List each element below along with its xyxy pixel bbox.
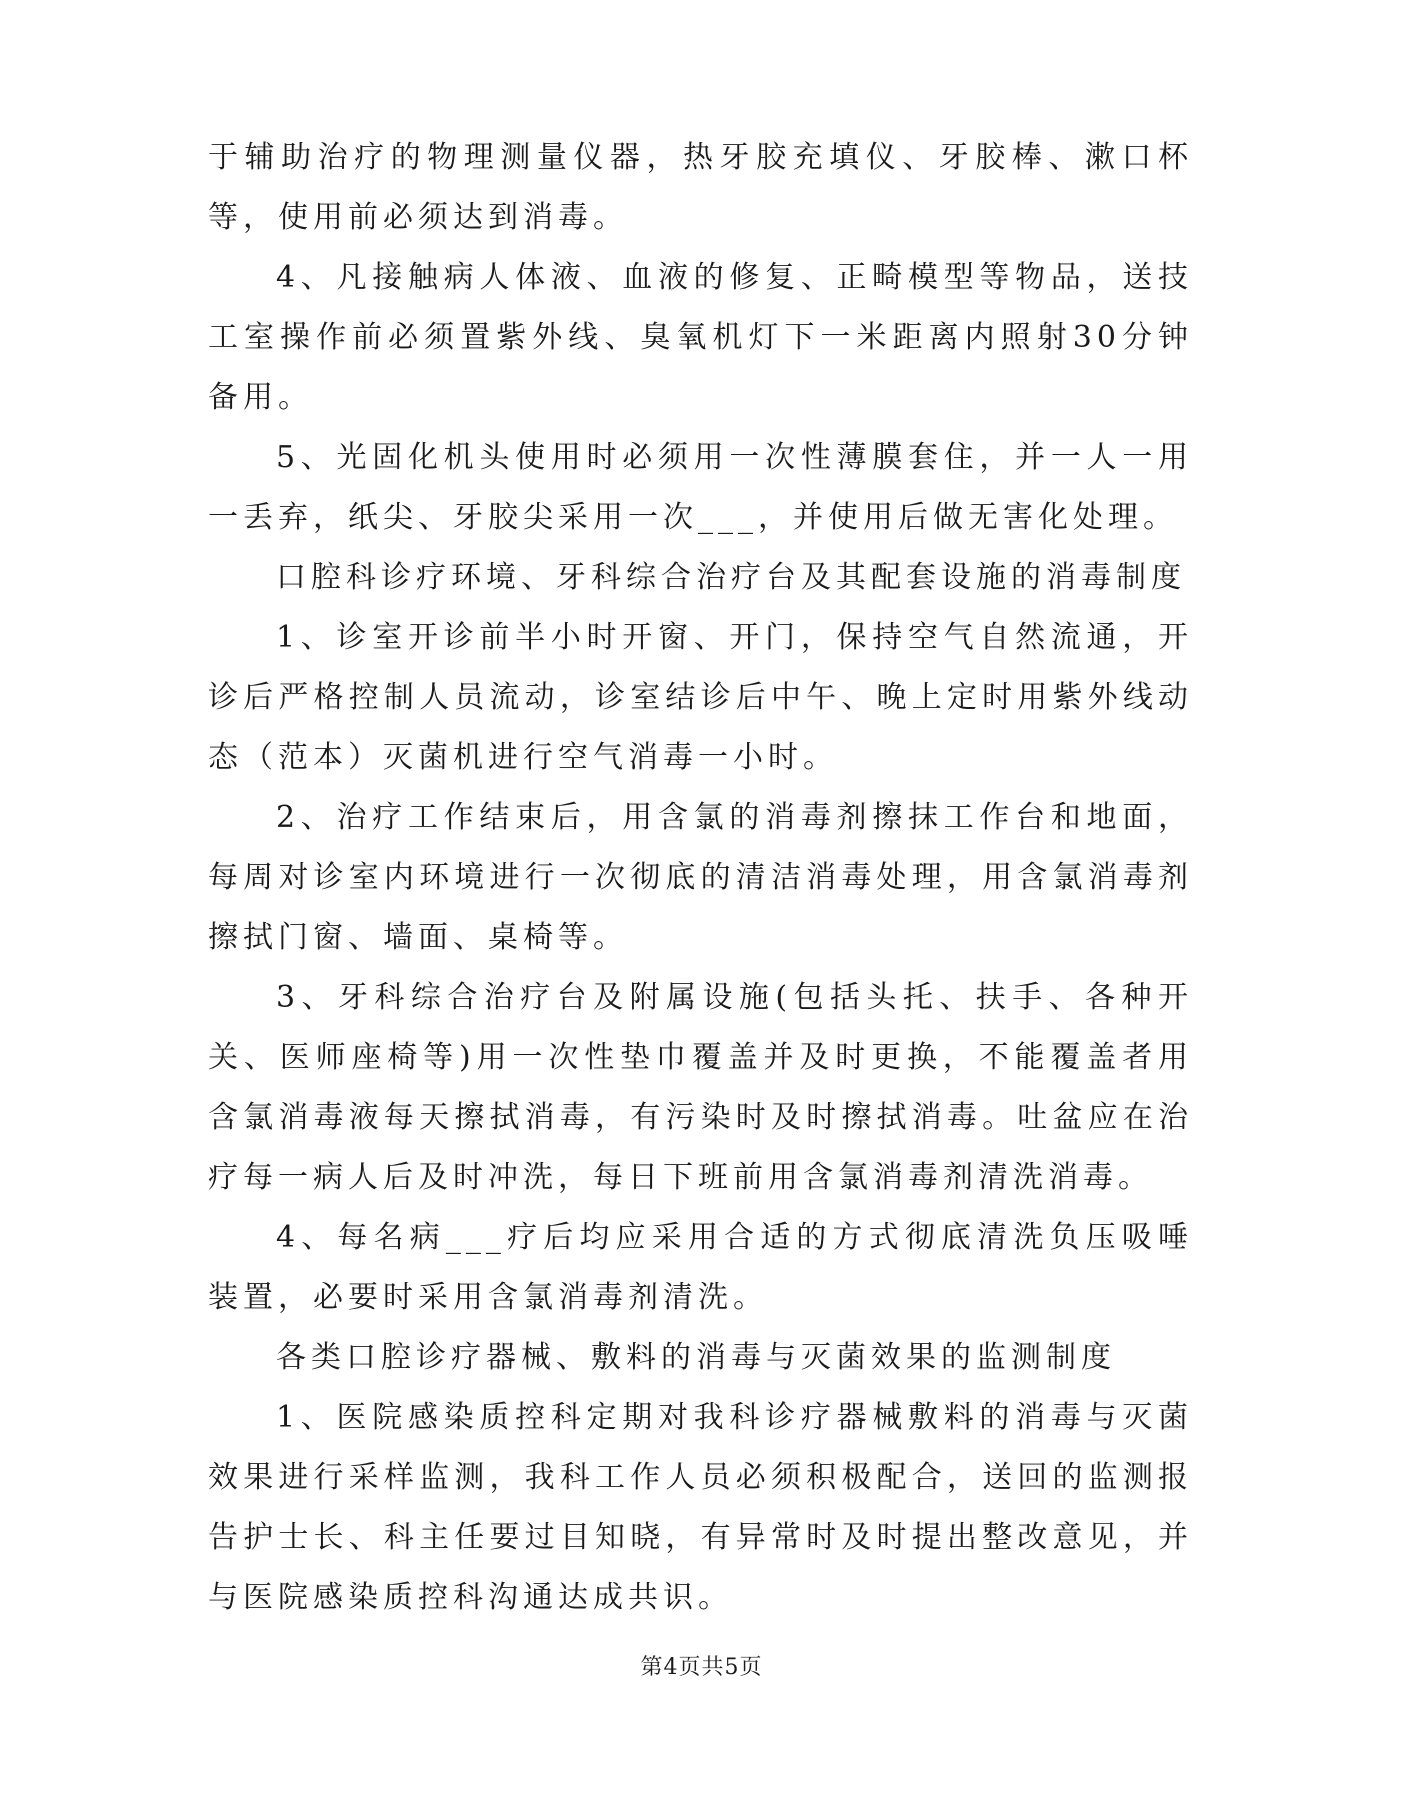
- paragraph-item-1-monitoring: 1、医院感染质控科定期对我科诊疗器械敷料的消毒与灭菌效果进行采样监测，我科工作人员必须积极配合，送回的监测报告护士长、科主任要过目知晓，有异常时及时提出整改意见，并与医院感染质控科沟通达成共识。: [208, 1400, 1193, 1615]
- paragraph-item-3-dental-unit: 3、牙科综合治疗台及附属设施(包括头托、扶手、各种开关、医师座椅等)用一次性垫巾覆盖并及时更换，不能覆盖者用含氯消毒液每天擦拭消毒，有污染时及时擦拭消毒。吐盆应在治疗每一病人后及时冲洗，每日下班前用含氯消毒剂清洗消毒。: [208, 980, 1193, 1195]
- paragraph-item-2-cleaning: 2、治疗工作结束后，用含氯的消毒剂擦抹工作台和地面，每周对诊室内环境进行一次彻底的清洁消毒处理，用含氯消毒剂擦拭门窗、墙面、桌椅等。: [208, 800, 1193, 955]
- document-body: [208, 128, 1193, 1628]
- paragraph-item-1-ventilation: 1、诊室开诊前半小时开窗、开门，保持空气自然流通，开诊后严格控制人员流动，诊室结诊后中午、晚上定时用紫外线动态（范本）灭菌机进行空气消毒一小时。: [208, 620, 1193, 775]
- section-heading-environment: 口腔科诊疗环境、牙科综合治疗台及其配套设施的消毒制度: [276, 560, 1186, 595]
- paragraph-continuation: 于辅助治疗的物理测量仪器，热牙胶充填仪、牙胶棒、漱口杯等，使用前必须达到消毒。: [208, 140, 1193, 235]
- paragraph-item-5-curing-light: 5、光固化机头使用时必须用一次性薄膜套住，并一人一用一丢弃，纸尖、牙胶尖采用一次___，并使用后做无害化处理。: [208, 440, 1193, 535]
- page-number-footer: 第4页共5页: [640, 1655, 763, 1680]
- paragraph-item-4-models: 4、凡接触病人体液、血液的修复、正畸模型等物品，送技工室操作前必须置紫外线、臭氧机灯下一米距离内照射30分钟备用。: [208, 260, 1193, 415]
- section-heading-monitoring: 各类口腔诊疗器械、敷料的消毒与灭菌效果的监测制度: [276, 1340, 1116, 1375]
- paragraph-item-4-suction: 4、每名病___疗后均应采用合适的方式彻底清洗负压吸唾装置，必要时采用含氯消毒剂清洗。: [208, 1220, 1193, 1315]
